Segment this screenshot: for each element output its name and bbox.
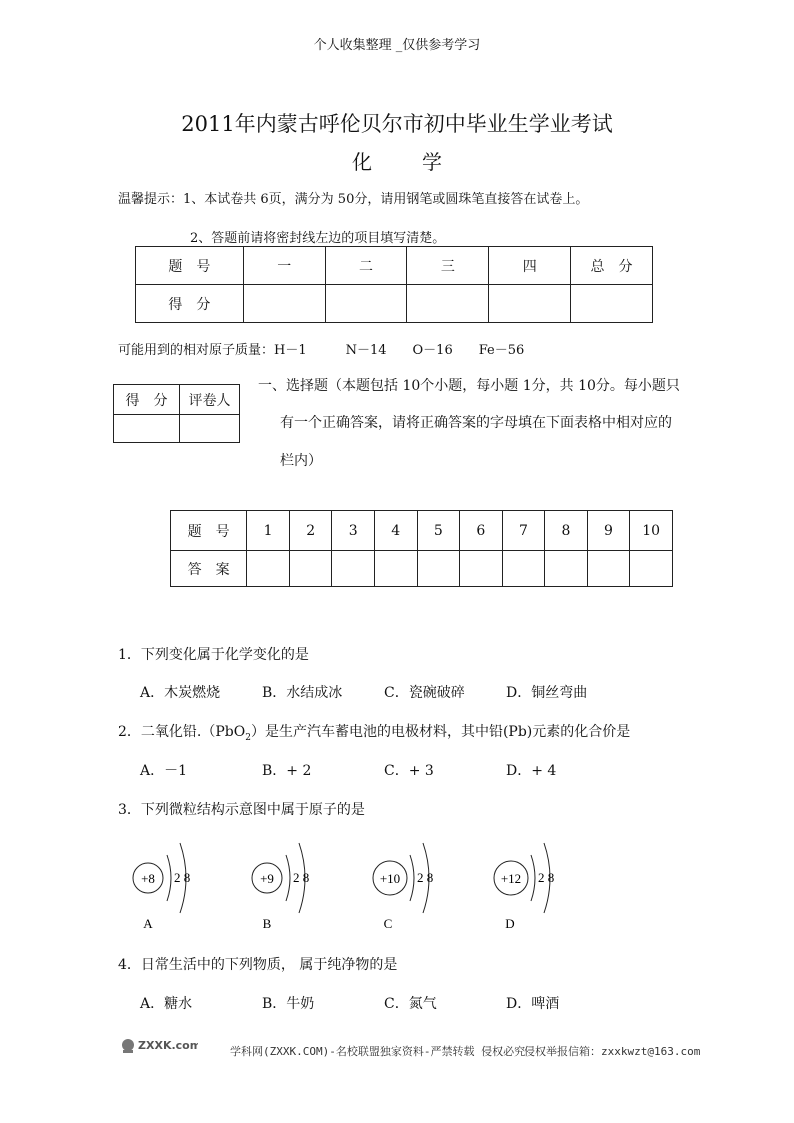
q2-option-a: A．－1 (140, 763, 188, 779)
answer-cell[interactable] (545, 551, 588, 587)
score-cell[interactable] (571, 285, 653, 323)
q1-option-d: D．铜丝弯曲 (506, 685, 588, 701)
q1-option-a: A．木炭燃烧 (140, 685, 221, 701)
subject-title: 化学 (352, 150, 492, 174)
atom-b-shells: 2 8 (293, 870, 310, 885)
atom-d-shells: 2 8 (538, 870, 555, 885)
grader-score-label: 得 分 (114, 385, 180, 415)
answer-cell[interactable] (460, 551, 503, 587)
atom-diagram-a (133, 843, 190, 930)
answer-table (170, 510, 673, 587)
exam-title: 2011年内蒙古呼伦贝尔市初中毕业生学业考试 (181, 112, 613, 136)
atom-diagram-b (252, 843, 309, 930)
question-1-stem: 1．下列变化属于化学变化的是 (118, 647, 309, 663)
answer-number: 1 (247, 511, 290, 551)
answer-cell[interactable] (332, 551, 375, 587)
answer-number: 9 (587, 511, 630, 551)
answer-cell[interactable] (417, 551, 460, 587)
answer-cell[interactable] (630, 551, 673, 587)
header-note: 个人收集整理 _仅供参考学习 (313, 38, 481, 53)
score-cell[interactable] (325, 285, 407, 323)
answer-number: 4 (374, 511, 417, 551)
q2-stem-a: 2．二氧化铅.（PbO (118, 724, 246, 740)
answer-number: 7 (502, 511, 545, 551)
q2-stem-b: ）是生产汽车蓄电池的电极材料，其中铅(Pb)元素的化合价是 (250, 724, 631, 740)
answer-cell[interactable] (289, 551, 332, 587)
answer-table-row-label: 答 案 (171, 551, 247, 587)
answer-cell[interactable] (247, 551, 290, 587)
atom-c-nucleus: +10 (379, 871, 401, 886)
section1-line3: 栏内） (280, 453, 322, 469)
grader-box (113, 384, 240, 443)
score-cell[interactable] (243, 285, 325, 323)
tip-line-2: 2、答题前请将密封线左边的项目填写清楚。 (190, 231, 446, 246)
atom-c-label: C (383, 916, 393, 930)
q2-stem-subscript: 2 (245, 732, 251, 743)
q2-option-d: D．+ 4 (506, 763, 557, 779)
zxxk-logo (118, 1034, 198, 1056)
answer-number: 6 (460, 511, 503, 551)
answer-number: 5 (417, 511, 460, 551)
score-table-row-label: 得 分 (136, 285, 244, 323)
score-table-col-total: 总 分 (571, 247, 653, 285)
atom-structure-diagrams (120, 835, 580, 930)
section1-line1: 一、选择题（本题包括 10个小题，每小题 1分，共 10分。每小题只 (258, 378, 680, 394)
grader-name-label: 评卷人 (180, 385, 240, 415)
atom-d-label: D (505, 916, 515, 930)
atom-b-nucleus: +9 (260, 871, 274, 886)
score-table (135, 246, 653, 323)
question-3-stem: 3．下列微粒结构示意图中属于原子的是 (118, 802, 365, 818)
score-cell[interactable] (489, 285, 571, 323)
q1-option-b: B．水结成冰 (262, 685, 343, 701)
atom-a-label: A (143, 916, 153, 930)
footer-report-email: 侵权举报信箱：zxxkwzt@163.com (524, 1045, 701, 1058)
answer-cell[interactable] (374, 551, 417, 587)
answer-number: 2 (289, 511, 332, 551)
question-2-stem (118, 721, 630, 743)
section1-line2: 有一个正确答案，请将正确答案的字母填在下面表格中相对应的 (280, 415, 672, 431)
atom-c-shells: 2 8 (417, 870, 434, 885)
answer-cell[interactable] (587, 551, 630, 587)
logo-graphic-icon (118, 1034, 198, 1056)
answer-number: 10 (630, 511, 673, 551)
answer-number: 3 (332, 511, 375, 551)
q1-option-c: C．瓷碗破碎 (384, 685, 465, 701)
footer-copyright: 学科网(ZXXK.COM)-名校联盟独家资料-严禁转载 侵权必究 (230, 1045, 526, 1058)
score-table-col-2: 二 (325, 247, 407, 285)
score-table-col-3: 三 (407, 247, 489, 285)
atom-d-nucleus: +12 (500, 871, 522, 886)
answer-number: 8 (545, 511, 588, 551)
q4-option-d: D．啤酒 (506, 996, 560, 1012)
atom-a-shells: 2 8 (174, 870, 191, 885)
answer-table-header-label: 题 号 (171, 511, 247, 551)
q2-option-c: C．+ 3 (384, 763, 434, 779)
tip-line-1: 温馨提示：1、本试卷共 6页，满分为 50分，请用钢笔或圆珠笔直接答在试卷上。 (118, 192, 589, 207)
atomic-masses: 可能用到的相对原子质量：H－1 N－14 O－16 Fe－56 (118, 343, 525, 358)
answer-cell[interactable] (502, 551, 545, 587)
score-table-col-4: 四 (489, 247, 571, 285)
atom-diagram-c (373, 843, 433, 930)
q4-option-c: C．氮气 (384, 996, 437, 1012)
atom-diagram-d (494, 843, 554, 930)
score-table-header-label: 题 号 (136, 247, 244, 285)
score-table-col-1: 一 (243, 247, 325, 285)
atom-a-nucleus: +8 (141, 871, 155, 886)
q4-option-a: A．糖水 (140, 996, 193, 1012)
grader-score-cell[interactable] (114, 415, 180, 443)
question-4-stem: 4．日常生活中的下列物质， 属于纯净物的是 (118, 957, 398, 973)
q2-option-b: B．+ 2 (262, 763, 312, 779)
atom-b-label: B (262, 916, 272, 930)
q4-option-b: B．牛奶 (262, 996, 315, 1012)
score-cell[interactable] (407, 285, 489, 323)
logo-text: ZXXK.com (138, 1039, 198, 1052)
grader-name-cell[interactable] (180, 415, 240, 443)
